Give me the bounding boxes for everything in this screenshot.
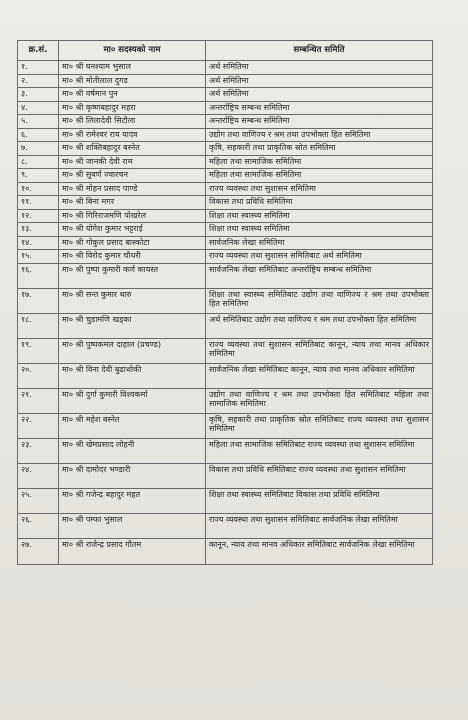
row-serial: २५. bbox=[18, 488, 59, 513]
table-row bbox=[18, 463, 433, 488]
table-row bbox=[18, 538, 433, 564]
row-serial: २०. bbox=[18, 363, 59, 388]
row-member-name: मा० श्री पुष्पा कुमारी कर्ण कायस्त bbox=[59, 263, 206, 288]
table-row bbox=[18, 169, 433, 183]
row-serial: १७. bbox=[18, 288, 59, 313]
table-row bbox=[18, 61, 433, 75]
header-committee: सम्बन्धित समिति bbox=[206, 41, 433, 61]
row-serial: १६. bbox=[18, 263, 59, 288]
table-row bbox=[18, 513, 433, 538]
row-serial: ९. bbox=[18, 169, 59, 183]
table-row bbox=[18, 101, 433, 115]
table-row bbox=[18, 313, 433, 338]
row-serial: १२. bbox=[18, 209, 59, 223]
row-serial: २४. bbox=[18, 463, 59, 488]
row-member-name: मा० श्री चुडामणि खड्का bbox=[59, 313, 206, 338]
row-member-name: मा० श्री गिरिराजमणि पोखरेल bbox=[59, 209, 206, 223]
row-member-name: मा० श्री योगेश कुमार भट्टराई bbox=[59, 223, 206, 237]
table-row bbox=[18, 236, 433, 250]
row-member-name: मा० श्री दामोदर भण्डारी bbox=[59, 463, 206, 488]
row-committee: कृषि, सहकारी तथा प्राकृतिक स्रोत समितिमा bbox=[206, 142, 433, 156]
row-committee: शिक्षा तथा स्वास्थ्य समितिबाट विकास तथा प्रविधि समितिमा bbox=[206, 488, 433, 513]
row-member-name: मा० श्री सन्त कुमार थारु bbox=[59, 288, 206, 313]
row-committee: अन्तर्राष्ट्रिय सम्बन्ध समितिमा bbox=[206, 115, 433, 129]
row-committee: अर्थ समितिमा bbox=[206, 74, 433, 88]
table-header-row bbox=[18, 41, 433, 61]
row-committee: अर्थ समितिबाट उद्योग तथा वाणिज्य र श्रम तथा उपभोक्ता हित समितिमा bbox=[206, 313, 433, 338]
row-member-name: मा० श्री लिलादेवी सिटौला bbox=[59, 115, 206, 129]
row-member-name: मा० श्री जानकी देवी राम bbox=[59, 155, 206, 169]
row-committee: राज्य व्यवस्था तथा सुशासन समितिबाट कानून, न्याय तथा मानव अधिकार समितिमा bbox=[206, 338, 433, 363]
table-row bbox=[18, 363, 433, 388]
header-serial: क्र.सं. bbox=[18, 41, 59, 61]
table-row bbox=[18, 74, 433, 88]
row-committee: अर्थ समितिमा bbox=[206, 61, 433, 75]
row-member-name: मा० श्री खेमप्रसाद लोहनी bbox=[59, 438, 206, 463]
table-row bbox=[18, 182, 433, 196]
row-serial: २३. bbox=[18, 438, 59, 463]
table-row bbox=[18, 88, 433, 102]
row-member-name: मा० श्री दुर्गा कुमारी विश्वकर्मा bbox=[59, 388, 206, 413]
row-committee: कृषि, सहकारी तथा प्राकृतिक स्रोत समितिबाट राज्य व्यवस्था तथा सुशासन समितिमा bbox=[206, 413, 433, 438]
row-serial: ११. bbox=[18, 196, 59, 210]
row-serial: १४. bbox=[18, 236, 59, 250]
row-committee: अर्थ समितिमा bbox=[206, 88, 433, 102]
row-serial: १९. bbox=[18, 338, 59, 363]
row-serial: १. bbox=[18, 61, 59, 75]
table-row bbox=[18, 115, 433, 129]
row-serial: १०. bbox=[18, 182, 59, 196]
row-member-name: मा० श्री विरोद कुमार चौधरी bbox=[59, 250, 206, 264]
row-member-name: मा० श्री घनश्याम भुसाल bbox=[59, 61, 206, 75]
row-committee: उद्योग तथा वाणिज्य र श्रम तथा उपभोक्ता हित समितिबाट महिला तथा सामाजिक समितिमा bbox=[206, 388, 433, 413]
row-committee: सार्वजनिक लेखा समितिमा bbox=[206, 236, 433, 250]
table-row bbox=[18, 388, 433, 413]
row-serial: १५. bbox=[18, 250, 59, 264]
row-serial: २६. bbox=[18, 513, 59, 538]
table-row bbox=[18, 196, 433, 210]
row-member-name: मा० श्री पम्फा भुसाल bbox=[59, 513, 206, 538]
table-body bbox=[18, 61, 433, 565]
row-serial: २. bbox=[18, 74, 59, 88]
row-member-name: मा० श्री वर्षमान पुन bbox=[59, 88, 206, 102]
table-row bbox=[18, 128, 433, 142]
table-row bbox=[18, 488, 433, 513]
row-committee: शिक्षा तथा स्वास्थ्य समितिमा bbox=[206, 209, 433, 223]
table-row bbox=[18, 338, 433, 363]
table-row bbox=[18, 438, 433, 463]
row-member-name: मा० श्री राजेन्द्र प्रसाद गौतम bbox=[59, 538, 206, 564]
row-committee: सार्वजनिक लेखा समितिबाट अन्तर्राष्ट्रिय सम्बन्ध समितिमा bbox=[206, 263, 433, 288]
row-member-name: मा० श्री पुष्पकमल दाहाल (प्रचण्ड) bbox=[59, 338, 206, 363]
row-serial: २७. bbox=[18, 538, 59, 564]
row-serial: २१. bbox=[18, 388, 59, 413]
committee-members-table bbox=[17, 40, 433, 565]
row-committee: महिला तथा सामाजिक समितिबाट राज्य व्यवस्था तथा सुशासन समितिमा bbox=[206, 438, 433, 463]
row-member-name: मा० श्री शक्तिबहादुर बस्नेत bbox=[59, 142, 206, 156]
row-committee: अन्तर्राष्ट्रिय सम्बन्ध समितिमा bbox=[206, 101, 433, 115]
row-serial: ३. bbox=[18, 88, 59, 102]
row-member-name: मा० श्री मोतीलाल दुगड bbox=[59, 74, 206, 88]
row-serial: ६. bbox=[18, 128, 59, 142]
header-member-name: मा० सदस्यको नाम bbox=[59, 41, 206, 61]
row-committee: सार्वजनिक लेखा समितिबाट कानून, न्याय तथा मानव अधिकार समितिमा bbox=[206, 363, 433, 388]
row-serial: २२. bbox=[18, 413, 59, 438]
row-member-name: मा० श्री गोकुल प्रसाद बास्कोटा bbox=[59, 236, 206, 250]
row-serial: ४. bbox=[18, 101, 59, 115]
row-committee: महिला तथा सामाजिक समितिमा bbox=[206, 155, 433, 169]
row-committee: विकास तथा प्रविधि समितिबाट राज्य व्यवस्था तथा सुशासन समितिमा bbox=[206, 463, 433, 488]
row-committee: राज्य व्यवस्था तथा सुशासन समितिबाट अर्थ समितिमा bbox=[206, 250, 433, 264]
table-row bbox=[18, 263, 433, 288]
table-row bbox=[18, 288, 433, 313]
row-member-name: मा० श्री मोहन प्रसाद पाण्डे bbox=[59, 182, 206, 196]
row-committee: शिक्षा तथा स्वास्थ्य समितिबाट उद्योग तथा वाणिज्य र श्रम तथा उपभोक्ता हित समितिमा bbox=[206, 288, 433, 313]
row-member-name: मा० श्री रामेश्वर राय यादव bbox=[59, 128, 206, 142]
row-member-name: मा० श्री कृष्णबहादुर महरा bbox=[59, 101, 206, 115]
row-serial: १३. bbox=[18, 223, 59, 237]
row-committee: राज्य व्यवस्था तथा सुशासन समितिबाट सार्वजनिक लेखा समितिमा bbox=[206, 513, 433, 538]
row-committee: महिला तथा सामाजिक समितिमा bbox=[206, 169, 433, 183]
row-member-name: मा० श्री बिना मगर bbox=[59, 196, 206, 210]
row-serial: ८. bbox=[18, 155, 59, 169]
table-row bbox=[18, 223, 433, 237]
row-member-name: मा० श्री गजेन्द्र बहादुर महत bbox=[59, 488, 206, 513]
row-committee: कानून, न्याय तथा मानव अधिकार समितिबाट सार्वजनिक लेखा समितिमा bbox=[206, 538, 433, 564]
table-row bbox=[18, 209, 433, 223]
row-serial: ७. bbox=[18, 142, 59, 156]
row-committee: शिक्षा तथा स्वास्थ्य समितिमा bbox=[206, 223, 433, 237]
row-member-name: मा० श्री महेश बस्नेत bbox=[59, 413, 206, 438]
table-row bbox=[18, 250, 433, 264]
row-serial: १८. bbox=[18, 313, 59, 338]
row-committee: उद्योग तथा वाणिज्य र श्रम तथा उपभोक्ता हित समितिमा bbox=[206, 128, 433, 142]
row-committee: विकास तथा प्रविधि समितिमा bbox=[206, 196, 433, 210]
row-member-name: मा० श्री सुवर्ण ज्वारचन bbox=[59, 169, 206, 183]
row-member-name: मा० श्री विना देवी बुढाथोकी bbox=[59, 363, 206, 388]
table-row bbox=[18, 155, 433, 169]
row-serial: ५. bbox=[18, 115, 59, 129]
table-row bbox=[18, 142, 433, 156]
table-row bbox=[18, 413, 433, 438]
row-committee: राज्य व्यवस्था तथा सुशासन समितिमा bbox=[206, 182, 433, 196]
